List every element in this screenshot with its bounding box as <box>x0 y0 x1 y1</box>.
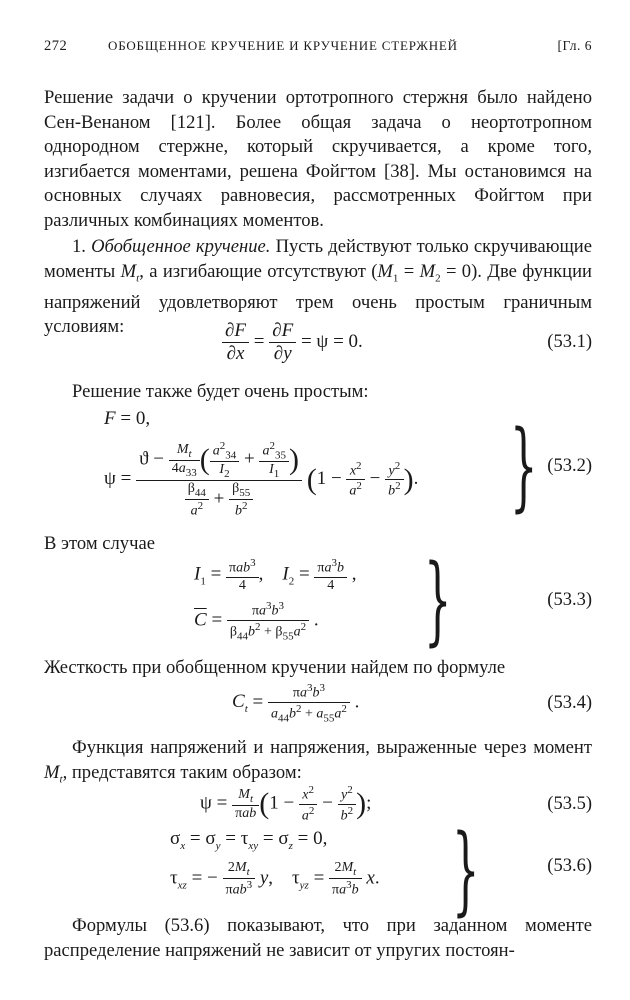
equation-53-2-line-2: ψ = ϑ − $\frac{M_t}{4a_{33}}$ ( $\frac{a^2_{34}}{I_2}$ + $\frac{a^2_{35}}{I_1}$ ) $\frac{\beta_{44}}{a^2}$ + $\frac{\beta_{55}}{b^2}$ (1 − $\frac{x^2}{a^2}$ − $\frac{y^2}{b^2}$ ). <box>104 440 419 519</box>
chapter-label: [Гл. 6 <box>557 38 592 53</box>
paragraph-2-text: 1. Обобщенное кручение. Пусть действуют только скручивающие моменты $M_t$, а изгибающие отсутствуют $(M_1 = M_2 = 0)$. Две функции напряжений удовлетворяют трем очень простым граничным условиям: <box>44 236 593 338</box>
paragraph-5-text: Жесткость при обобщенном кручении найдем по формуле <box>44 657 506 678</box>
paragraph-7 <box>44 914 592 963</box>
equation-number-53-3: (53.3) <box>547 590 592 610</box>
equation-number-53-1: (53.1) <box>547 332 592 352</box>
equation-53-2-line-1: F = 0, <box>104 408 151 429</box>
equation-53-4: $C_t$ = $\frac{\pi a^3b^3}{a_{44}b^2 + a_{55}a^2}$ . <box>232 682 360 725</box>
paragraph-1-text: Решение задачи о кручении ортотропного стержня было найдено Сен-Венаном [121]. Более общая задача о неортотропном однородном стержне, который скручивается, а кроме того, изгибается моментами, решена Фойгтом [38]. Мы остановимся на основных случаях равновесия, рассмотренных Фойгтом при различных комбинациях моментов. <box>44 87 592 231</box>
paragraph-4-text: В этом случае <box>44 533 155 554</box>
paragraph-1 <box>44 86 592 233</box>
equation-number-53-4: (53.4) <box>547 693 592 713</box>
equation-53-5: ψ = $\frac{M_t}{\text{πab}}$ (1 − $\frac{x^2}{a^2}$ − $\frac{y^2}{b^2}$ ); <box>200 784 372 824</box>
paragraph-3 <box>44 380 592 405</box>
paragraph-7-text: Формулы (53.6) показывают, что при заданном моменте распределение напряжений не зависит от упругих постоян- <box>44 915 592 961</box>
equation-number-53-6: (53.6) <box>547 856 592 876</box>
brace-53-6: } <box>452 814 480 926</box>
paragraph-4 <box>44 532 592 557</box>
page-number: 272 <box>44 38 68 54</box>
equation-53-6-line-2: $\tau_{xz}$ = − $\frac{2M_t}{\pi ab^3}$ y, $\tau_{yz}$ = $\frac{2M_t}{\pi a^3b}$ x. <box>170 860 380 898</box>
item-number: 1. <box>72 236 92 257</box>
running-title: ОБОБЩЕННОЕ КРУЧЕНИЕ И КРУЧЕНИЕ СТЕРЖНЕЙ <box>108 38 458 53</box>
paragraph-3-text: Решение также будет очень простым: <box>72 381 369 402</box>
equation-53-3-line-2: $\overline{C}$ = $\frac{\pi a^3b^3}{\beta_{44}b^2 + \beta_{55}a^2}$ . <box>194 600 319 643</box>
equation-number-53-2: (53.2) <box>547 456 592 476</box>
paragraph-6-text: Функция напряжений и напряжения, выраженные через момент $M_t$, представятся таким образом: <box>44 737 592 786</box>
equation-53-6-line-1: $\sigma_x = \sigma_y = \tau_{xy} = \sigma_z = 0$, <box>170 828 328 852</box>
equation-53-3-line-1: $I_1$ = $\frac{\pi ab^3}{4}$ , $I_2$ = $\frac{\pi a^3b}{4}$ , <box>194 557 357 593</box>
paragraph-5 <box>44 656 592 681</box>
equation-53-1: $\frac{\partial F}{\partial x}$ = $\frac{\partial F}{\partial y}$ = ψ = 0. <box>222 320 363 365</box>
section-heading: Обобщенное кручение. <box>91 236 271 257</box>
brace-53-3: } <box>424 544 452 656</box>
equation-number-53-5: (53.5) <box>547 794 592 814</box>
brace-53-2: } <box>510 410 538 522</box>
